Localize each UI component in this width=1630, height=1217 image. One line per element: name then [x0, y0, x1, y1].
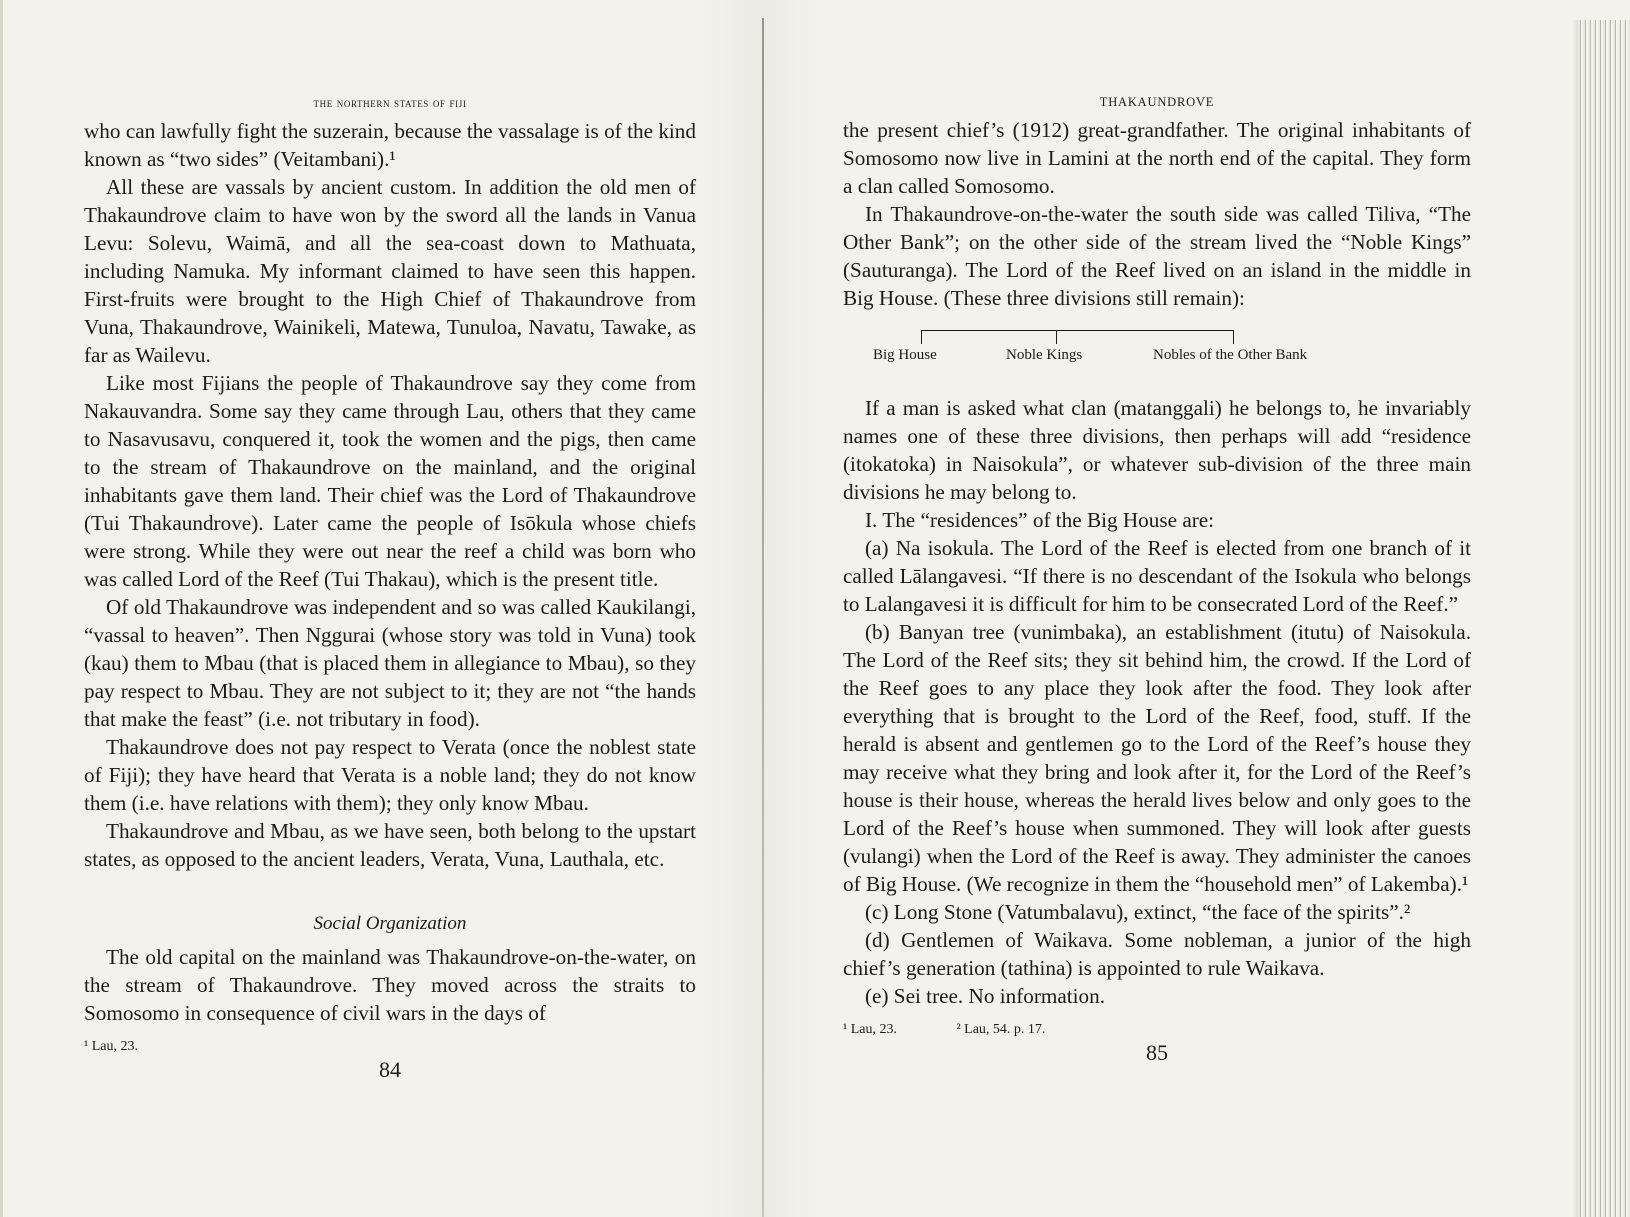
footnote: ¹ Lau, 23.: [84, 1039, 138, 1054]
left-paragraph-3: Like most Fijians the people of Thakaundrove say they come from Nakauvandra. Some say they came through Lau, others that they came to Nasavusavu, conquered it, took the women and the pigs, then came to the stream of Thakaundrove on the mainland, and the original inhabitants gave them land. Their chief was the Lord of Thakaundrove (Tui Thakaundrove). Later came the people of Isōkula whose chiefs were strong. While they were out near the reef a child was born who was called Lord of the Reef (Tui Thakau), which is the present title.: [84, 371, 696, 591]
page-edges-stack: [1578, 20, 1630, 1217]
diagram-label-noble-kings: Noble Kings: [1006, 347, 1083, 363]
right-paragraph-7: (c) Long Stone (Vatumbalavu), extinct, “the face of the spirits”.²: [865, 900, 1411, 924]
footnote: ¹ Lau, 23.: [843, 1022, 897, 1037]
left-paragraph-5: Thakaundrove does not pay respect to Verata (once the noblest state of Fiji); they have heard that Verata is a noble land; they do not know them (i.e. have relations with them); they only know Mbau.: [84, 735, 696, 815]
gutter-shadow: [700, 0, 820, 1217]
diagram-tick-noble-kings: [1056, 330, 1057, 344]
footnote: ² Lau, 54. p. 17.: [956, 1022, 1046, 1037]
right-paragraph-4: I. The “residences” of the Big House are:: [865, 508, 1215, 532]
diagram-label-other-bank: Nobles of the Other Bank: [1153, 347, 1308, 363]
diagram-tick-big-house: [921, 330, 922, 344]
page-number: 84: [379, 1057, 401, 1082]
right-paragraph-8: (d) Gentlemen of Waikava. Some nobleman, a junior of the high chief’s generation (tathina) is appointed to rule Waikava.: [843, 928, 1471, 980]
section-title: Social Organization: [313, 913, 467, 934]
right-running-head: THAKAUNDROVE: [1099, 95, 1215, 109]
left-page: [84, 95, 696, 1083]
diagram-tick-other-bank: [1233, 330, 1234, 344]
right-page: [843, 95, 1471, 1066]
right-paragraph-5: (a) Na isokula. The Lord of the Reef is elected from one branch of it called Lālangavesi. “If there is no descendant of the Isokula who belongs to Lalangavesi it is difficult for him to be consecrated Lord of the Reef.”: [843, 536, 1471, 616]
book-gutter: [762, 18, 764, 1217]
left-paragraph-4: Of old Thakaundrove was independent and so was called Kaukilangi, “vassal to heaven”. Then Nggurai (whose story was told in Vuna) took (kau) them to Mbau (that is placed them in allegiance to Mbau), so they pay respect to Mbau. They are not subject to it; they are not “the hands that make the feast” (i.e. not tributary in food).: [84, 595, 696, 731]
right-paragraph-6: (b) Banyan tree (vunimbaka), an establishment (itutu) of Naisokula. The Lord of the Reef sits; they sit behind him, the crowd. If the Lord of the Reef goes to any place they look after the food. They look after everything that is brought to the Lord of the Reef, food, stuff. If the herald is absent and gentlemen go to the Lord of the Reef’s house they may receive what they bring and look after it, for the Lord of the Reef’s house is their house, whereas the herald lives below and only goes to the Lord of the Reef’s house when summoned. They will look after guests (vulangi) when the Lord of the Reef is away. They administer the canoes of Big House. (We recognize in them the “household men” of Lakemba).¹: [843, 620, 1471, 896]
right-footnotes: [843, 1022, 1471, 1038]
right-paragraph-2: In Thakaundrove-on-the-water the south side was called Tiliva, “The Other Bank”; on the other side of the stream lived the “Noble Kings” (Sauturanga). The Lord of the Reef lived on an island in the middle in Big House. (These three divisions still remain):: [843, 202, 1471, 310]
page-number: 85: [1146, 1040, 1168, 1065]
right-paragraph-9: (e) Sei tree. No information.: [865, 984, 1106, 1008]
left-running-head: the northern states of fiji: [313, 95, 467, 110]
left-footnotes: [84, 1039, 696, 1055]
diagram-label-big-house: Big House: [873, 347, 937, 363]
right-paragraph-1: the present chief’s (1912) great-grandfather. The original inhabitants of Somosomo now live in Lamini at the north end of the capital. They form a clan called Somosomo.: [843, 118, 1471, 198]
left-paragraph-1: who can lawfully fight the suzerain, because the vassalage is of the kind known as “two sides” (Veitambani).¹: [84, 119, 696, 171]
right-paragraph-3: If a man is asked what clan (matanggali) he belongs to, he invariably names one of these three divisions, then perhaps will add “residence (itokatoka) in Naisokula”, or whatever sub-division of the three main divisions he may belong to.: [843, 396, 1471, 504]
diagram-connector-line: [921, 330, 1234, 331]
divisions-diagram: [843, 316, 1471, 386]
section-paragraph: The old capital on the mainland was Thakaundrove-on-the-water, on the stream of Thakaundrove. They moved across the straits to Somosomo in consequence of civil wars in the days of: [84, 945, 696, 1025]
left-paragraph-2: All these are vassals by ancient custom. In addition the old men of Thakaundrove claim to have won by the sword all the lands in Vanua Levu: Solevu, Waimā, and all the sea-coast down to Mathuata, including Namuka. My informant claimed to have seen this happen. First-fruits were brought to the High Chief of Thakaundrove from Vuna, Thakaundrove, Wainikeli, Matewa, Tunuloa, Navatu, Tawake, as far as Wailevu.: [84, 175, 696, 367]
left-page-edge: [0, 0, 3, 1217]
left-paragraph-6: Thakaundrove and Mbau, as we have seen, both belong to the upstart states, as opposed to the ancient leaders, Verata, Vuna, Lauthala, etc.: [84, 819, 696, 871]
